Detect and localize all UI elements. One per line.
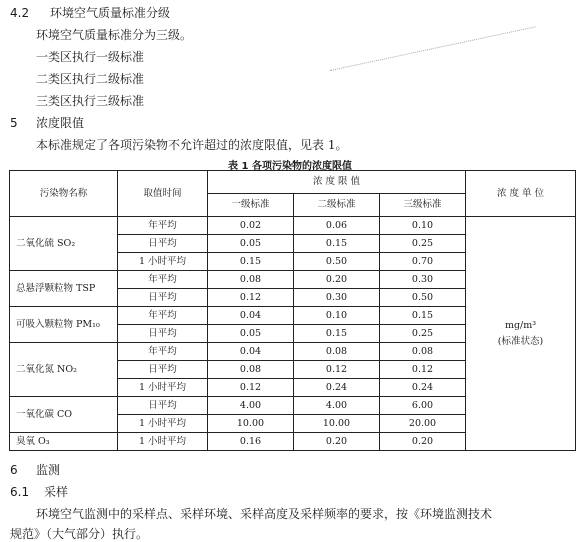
grade-1-value: 0.05 — [208, 235, 294, 253]
averaging-time: 年平均 — [118, 307, 208, 325]
section-title: 浓度限值 — [36, 116, 85, 130]
unit-note: (标准状态) — [497, 335, 544, 347]
header-unit: 浓 度 单 位 — [466, 171, 576, 217]
grade-3-value: 0.25 — [380, 235, 466, 253]
table-row — [10, 217, 576, 235]
grade-3-value: 0.10 — [380, 217, 466, 235]
grade-3-value: 6.00 — [380, 397, 466, 415]
paragraph-line: 环境空气质量标准分为三级。 — [36, 28, 193, 42]
header-grade-1: 一级标准 — [208, 194, 294, 217]
grade-3-value: 0.20 — [380, 433, 466, 451]
paragraph-line: 本标准规定了各项污染物不允许超过的浓度限值，见表 1。 — [36, 138, 348, 152]
grade-1-value: 0.04 — [208, 307, 294, 325]
concentration-limits-table — [9, 170, 576, 451]
grade-2-value: 0.10 — [294, 307, 380, 325]
averaging-time: 日平均 — [118, 289, 208, 307]
unit-value: mg/m³ — [504, 319, 537, 331]
header-pollutant: 污染物名称 — [10, 171, 118, 217]
pollutant-name: 可吸入颗粒物 PM₁₀ — [10, 307, 118, 343]
section-title: 环境空气质量标准分级 — [50, 6, 171, 20]
section-6-1-heading — [10, 483, 68, 500]
header-grade-2: 二级标准 — [294, 194, 380, 217]
grade-3-value: 0.08 — [380, 343, 466, 361]
grade-1-value: 4.00 — [208, 397, 294, 415]
pollutant-name: 臭氧 O₃ — [10, 433, 118, 451]
table-body — [10, 217, 576, 451]
section-title: 监测 — [36, 463, 61, 477]
grade-2-value: 0.30 — [294, 289, 380, 307]
paragraph-line: 二类区执行二级标准 — [36, 72, 145, 86]
grade-2-value: 0.50 — [294, 253, 380, 271]
grade-1-value: 0.08 — [208, 271, 294, 289]
grade-2-value: 0.08 — [294, 343, 380, 361]
unit-cell — [466, 217, 576, 451]
averaging-time: 1 小时平均 — [118, 433, 208, 451]
pollutant-name: 总悬浮颗粒物 TSP — [10, 271, 118, 307]
section-title: 采样 — [44, 485, 69, 499]
grade-2-value: 0.24 — [294, 379, 380, 397]
header-time: 取值时间 — [118, 171, 208, 217]
grade-2-value: 4.00 — [294, 397, 380, 415]
grade-1-value: 0.04 — [208, 343, 294, 361]
paragraph-line: 三类区执行三级标准 — [36, 94, 145, 108]
grade-3-value: 0.15 — [380, 307, 466, 325]
averaging-time: 年平均 — [118, 343, 208, 361]
section-number: 4.2 — [10, 6, 30, 20]
header-grade-3: 三级标准 — [380, 194, 466, 217]
averaging-time: 1 小时平均 — [118, 415, 208, 433]
grade-2-value: 0.12 — [294, 361, 380, 379]
pollutant-name: 二氧化氮 NO₂ — [10, 343, 118, 397]
grade-2-value: 0.15 — [294, 235, 380, 253]
pollutant-name: 二氧化硫 SO₂ — [10, 217, 118, 271]
section-number: 6.1 — [10, 485, 30, 499]
averaging-time: 年平均 — [118, 217, 208, 235]
grade-1-value: 0.15 — [208, 253, 294, 271]
pollutant-name: 一氧化碳 CO — [10, 397, 118, 433]
grade-1-value: 0.16 — [208, 433, 294, 451]
grade-1-value: 10.00 — [208, 415, 294, 433]
grade-3-value: 0.12 — [380, 361, 466, 379]
scan-artifact — [330, 26, 536, 71]
section-6-heading — [10, 461, 60, 478]
header-limit-group: 浓 度 限 值 — [208, 171, 466, 194]
grade-2-value: 0.20 — [294, 433, 380, 451]
grade-3-value: 0.24 — [380, 379, 466, 397]
paragraph-line: 环境空气监测中的采样点、采样环境、采样高度及采样频率的要求，按《环境监测技术 — [36, 507, 493, 521]
grade-1-value: 0.05 — [208, 325, 294, 343]
section-number: 6 — [10, 463, 18, 477]
grade-2-value: 0.15 — [294, 325, 380, 343]
averaging-time: 1 小时平均 — [118, 253, 208, 271]
averaging-time: 日平均 — [118, 235, 208, 253]
averaging-time: 日平均 — [118, 361, 208, 379]
averaging-time: 日平均 — [118, 397, 208, 415]
grade-2-value: 0.20 — [294, 271, 380, 289]
grade-3-value: 20.00 — [380, 415, 466, 433]
section-4-2-heading — [10, 4, 170, 21]
grade-2-value: 10.00 — [294, 415, 380, 433]
grade-2-value: 0.06 — [294, 217, 380, 235]
section-number: 5 — [10, 116, 18, 130]
averaging-time: 1 小时平均 — [118, 379, 208, 397]
paragraph-line: 一类区执行一级标准 — [36, 50, 145, 64]
grade-3-value: 0.25 — [380, 325, 466, 343]
grade-1-value: 0.12 — [208, 379, 294, 397]
grade-3-value: 0.30 — [380, 271, 466, 289]
grade-3-value: 0.70 — [380, 253, 466, 271]
section-5-heading — [10, 114, 84, 131]
averaging-time: 日平均 — [118, 325, 208, 343]
paragraph-line: 规范》（大气部分）执行。 — [10, 527, 149, 541]
averaging-time: 年平均 — [118, 271, 208, 289]
grade-3-value: 0.50 — [380, 289, 466, 307]
grade-1-value: 0.12 — [208, 289, 294, 307]
grade-1-value: 0.02 — [208, 217, 294, 235]
grade-1-value: 0.08 — [208, 361, 294, 379]
table-caption: 表 1 各项污染物的浓度限值 — [228, 161, 352, 172]
